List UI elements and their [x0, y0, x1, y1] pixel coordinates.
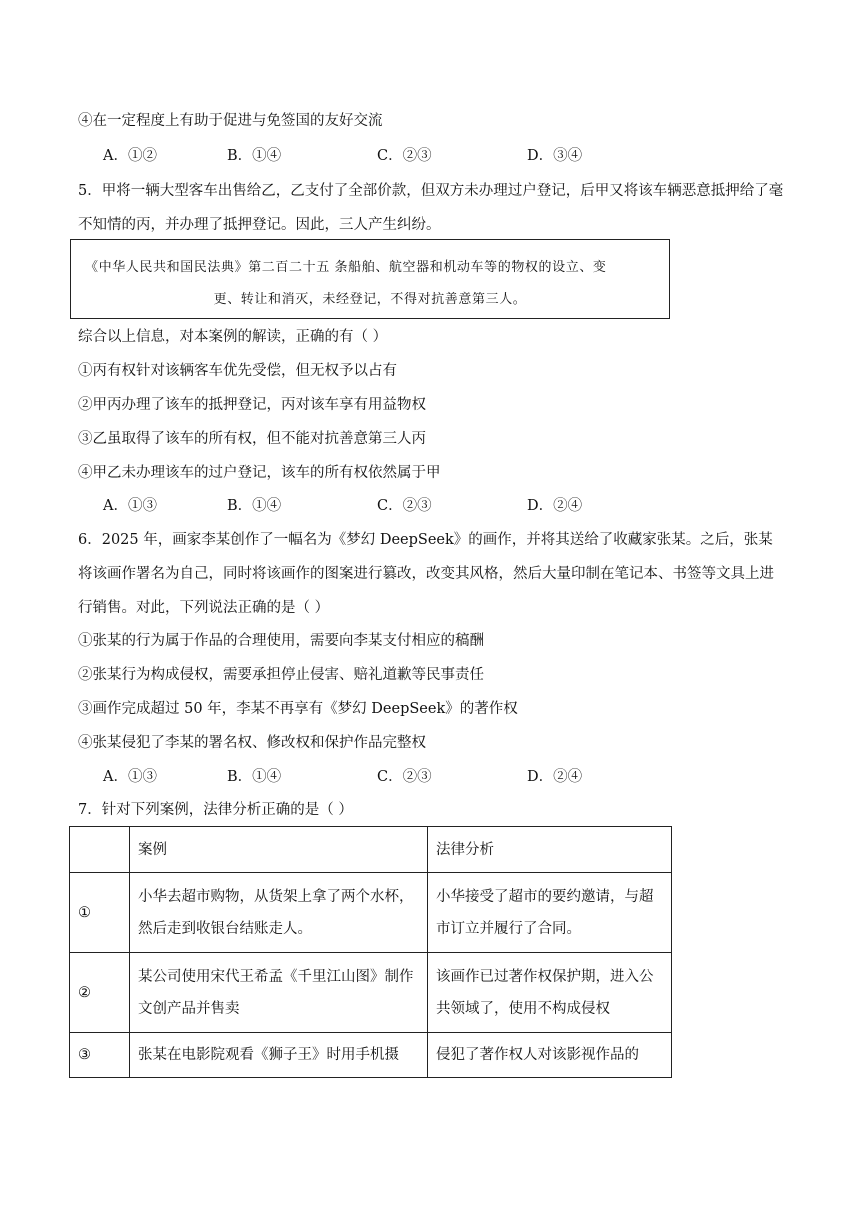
- q6-statement-2: ②张某行为构成侵权，需要承担停止侵害、赔礼道歉等民事责任: [78, 667, 484, 683]
- case-cell: 某公司使用宋代王希孟《千里江山图》制作文创产品并售卖: [130, 953, 428, 1033]
- q5-stem: 5．甲将一辆大型客车出售给乙，乙支付了全部价款，但双方未办理过户登记，后甲又将该车辆恶意抵押给了毫不知情的丙，并办理了抵押登记。因此，三人产生纠纷。: [78, 183, 784, 233]
- case-cell: 张某在电影院观看《狮子王》时用手机摄: [130, 1033, 428, 1078]
- table-row: [70, 953, 672, 1033]
- option-b: B．①④: [227, 498, 282, 514]
- analysis-cell: 侵犯了著作权人对该影视作品的: [428, 1033, 672, 1078]
- table-header-cell: 案例: [130, 827, 428, 873]
- table-header-row: [70, 827, 672, 873]
- option-b: B．①④: [227, 769, 282, 785]
- civil-code-quote-box: [70, 239, 670, 319]
- q6-stem: 6．2025 年，画家李某创作了一幅名为《梦幻 DeepSeek》的画作，并将其送给了收藏家张某。之后，张某将该画作署名为自己，同时将该画作的图案进行篡改，改变其风格，然后大量印制在笔记本、书签等文具上进行销售。对此，下列说法正确的是（ ）: [78, 532, 774, 616]
- option-a: A．①③: [103, 498, 157, 514]
- option-b: B．①④: [227, 148, 282, 164]
- case-cell: 小华去超市购物，从货架上拿了两个水杯，然后走到收银台结账走人。: [130, 873, 428, 953]
- q6-statement-3: ③画作完成超过 50 年，李某不再享有《梦幻 DeepSeek》的著作权: [78, 701, 518, 717]
- q5-statement-2: ②甲丙办理了该车的抵押登记，丙对该车享有用益物权: [78, 397, 426, 413]
- table-header-cell: 法律分析: [428, 827, 672, 873]
- option-d: D．②④: [527, 498, 583, 514]
- analysis-cell: 该画作已过著作权保护期，进入公共领域了，使用不构成侵权: [428, 953, 672, 1033]
- table-header-cell: [70, 827, 130, 873]
- table-row: [70, 873, 672, 953]
- row-number: ③: [70, 1033, 130, 1078]
- law-quote-line1: 《中华人民共和国民法典》第二百二十五 条船舶、航空器和机动车等的物权的设立、变: [85, 260, 607, 275]
- option-c: C．②③: [377, 148, 432, 164]
- option-c: C．②③: [377, 498, 432, 514]
- q6-statement-1: ①张某的行为属于作品的合理使用，需要向李某支付相应的稿酬: [78, 633, 484, 649]
- analysis-cell: 小华接受了超市的要约邀请，与超市订立并履行了合同。: [428, 873, 672, 953]
- q5-prompt: 综合以上信息，对本案例的解读，正确的有（ ）: [78, 329, 388, 345]
- row-number: ②: [70, 953, 130, 1033]
- table-row: [70, 1033, 672, 1078]
- option-d: D．③④: [527, 148, 583, 164]
- q5-statement-4: ④甲乙未办理该车的过户登记，该车的所有权依然属于甲: [78, 465, 441, 481]
- option-d: D．②④: [527, 769, 583, 785]
- q7-case-table: [69, 826, 672, 1078]
- q6-statement-4: ④张某侵犯了李某的署名权、修改权和保护作品完整权: [78, 735, 426, 751]
- q5-statement-1: ①丙有权针对该辆客车优先受偿，但无权予以占有: [78, 363, 397, 379]
- option-a: A．①②: [103, 148, 157, 164]
- law-quote-line2: 更、转让和消灭，未经登记，不得对抗善意第三人。: [213, 292, 527, 307]
- option-a: A．①③: [103, 769, 157, 785]
- prev-statement-4: ④在一定程度上有助于促进与免签国的友好交流: [78, 113, 383, 129]
- q7-stem: 7．针对下列案例，法律分析正确的是（ ）: [78, 802, 353, 818]
- q5-statement-3: ③乙虽取得了该车的所有权，但不能对抗善意第三人丙: [78, 431, 426, 447]
- option-c: C．②③: [377, 769, 432, 785]
- row-number: ①: [70, 873, 130, 953]
